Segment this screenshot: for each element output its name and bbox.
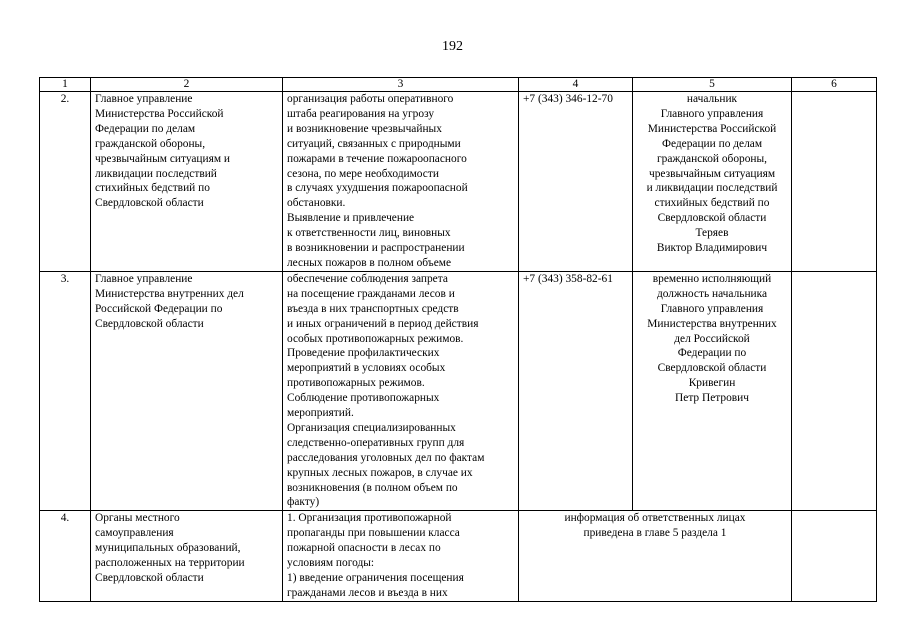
measures-line: пожарами в течение пожароопасного: [287, 152, 467, 165]
measures-line: пожарной опасности в лесах по: [287, 542, 441, 555]
organization-cell: [91, 92, 283, 272]
responsible-line: временно исполняющий: [652, 272, 772, 285]
responsible-line: Виктор Владимирович: [656, 242, 768, 255]
organization-line: самоуправления: [95, 527, 174, 540]
table-row: [40, 271, 877, 511]
organization-line: Органы местного: [95, 512, 180, 525]
row-number: 2.: [40, 92, 91, 272]
measures-line: обеспечение соблюдения запрета: [287, 272, 448, 285]
organization-line: муниципальных образований,: [95, 542, 241, 555]
organization-line: Свердловской области: [95, 572, 204, 584]
merged-info-cell: [519, 511, 792, 601]
measures-line: особых противопожарных режимов.: [287, 332, 464, 345]
note-cell: [792, 511, 877, 601]
responsible-line: и ликвидации последствий: [646, 182, 778, 195]
measures-line: лесных пожаров в полном объеме: [287, 256, 452, 269]
measures-line: в возникновении и распространении: [287, 242, 465, 255]
measures-line: и возникновение чрезвычайных: [287, 122, 442, 135]
measures-line: факту): [287, 496, 320, 509]
responsible-line: Свердловской области: [657, 362, 767, 375]
responsible-line: стихийных бедствий по: [654, 197, 770, 210]
organization-line: Свердловской области: [95, 317, 204, 330]
organization-cell: [91, 271, 283, 511]
measures-line: на посещение гражданами лесов и: [287, 287, 455, 300]
note-cell: [792, 271, 877, 511]
responsible-line: Свердловской области: [657, 212, 767, 225]
phone-cell: +7 (343) 346-12-70: [519, 92, 633, 272]
merged-info-line: информация об ответственных лицах: [564, 512, 746, 525]
row-number: 3.: [40, 271, 91, 511]
row-number: 4.: [40, 511, 91, 601]
responsible-line: Петр Петрович: [675, 392, 749, 405]
organization-line: Главное управление: [95, 272, 193, 285]
responsible-line: Главного управления: [660, 107, 764, 120]
table-row: [40, 511, 877, 601]
measures-line: крупных лесных пожаров, в случае их: [287, 466, 473, 479]
column-header-3: 3: [283, 78, 519, 92]
organization-line: Российской Федерации по: [95, 302, 223, 315]
measures-line: гражданами лесов и въезда в них: [287, 586, 448, 599]
measures-line: возникновения (в полном объем по: [287, 481, 458, 494]
responsibility-table: [39, 77, 877, 602]
responsible-line: Министерства внутренних: [647, 317, 777, 330]
measures-line: мероприятий в условиях особых: [287, 362, 446, 375]
organization-line: стихийных бедствий по: [95, 182, 210, 195]
measures-line: обстановки.: [287, 197, 346, 210]
column-header-4: 4: [519, 78, 633, 92]
page-number: 192: [442, 39, 463, 54]
column-header-5: 5: [633, 78, 792, 92]
column-header-1: 1: [40, 78, 91, 92]
responsible-line: чрезвычайным ситуациям: [648, 167, 776, 180]
organization-cell: [91, 511, 283, 601]
responsible-line: начальник: [686, 93, 738, 105]
responsible-line: Главного управления: [660, 302, 764, 315]
measures-line: следственно-оперативных групп для: [287, 436, 465, 449]
measures-line: ситуаций, связанных с природными: [287, 137, 461, 150]
table-header-row: [40, 78, 877, 92]
measures-cell: [283, 511, 519, 601]
note-cell: [792, 92, 877, 272]
organization-line: Свердловской области: [95, 197, 204, 210]
measures-line: въезда в них транспортных средств: [287, 302, 459, 315]
organization-line: ликвидации последствий: [95, 167, 217, 180]
measures-line: расследования уголовных дел по фактам: [287, 451, 485, 464]
responsible-line: Министерства Российской: [647, 122, 777, 135]
responsible-line: Федерации по делам: [661, 137, 763, 150]
measures-line: Организация специализированных: [287, 421, 456, 434]
organization-line: Министерства Российской: [95, 107, 224, 120]
organization-line: чрезвычайным ситуациям и: [95, 152, 230, 165]
responsible-cell: [633, 92, 792, 272]
measures-line: условиям погоды:: [287, 557, 375, 570]
measures-cell: [283, 271, 519, 511]
responsible-line: дел Российской: [674, 332, 750, 345]
table-row: [40, 92, 877, 272]
organization-line: Федерации по делам: [95, 122, 196, 135]
measures-line: штаба реагирования на угрозу: [287, 107, 435, 120]
measures-line: сезона, по мере необходимости: [287, 167, 439, 180]
responsible-line: Теряев: [695, 227, 729, 240]
measures-line: и иных ограничений в период действия: [287, 317, 479, 330]
responsible-line: гражданской обороны,: [656, 152, 768, 165]
measures-line: 1) введение ограничения посещения: [287, 572, 464, 584]
responsible-cell: [633, 271, 792, 511]
organization-line: гражданской обороны,: [95, 137, 206, 150]
merged-info-line: приведена в главе 5 раздела 1: [583, 527, 727, 540]
phone-cell: +7 (343) 358-82-61: [519, 271, 633, 511]
measures-line: мероприятий.: [287, 407, 354, 420]
column-header-2: 2: [91, 78, 283, 92]
measures-line: противопожарных режимов.: [287, 377, 425, 390]
measures-line: в случаях ухудшения пожароопасной: [287, 182, 468, 195]
responsible-line: Кривегин: [688, 377, 736, 390]
responsible-line: должность начальника: [656, 287, 768, 300]
measures-line: Проведение профилактических: [287, 347, 440, 360]
measures-line: Соблюдение противопожарных: [287, 392, 440, 405]
organization-line: Главное управление: [95, 93, 193, 105]
responsible-line: Федерации по: [677, 347, 747, 360]
measures-line: Выявление и привлечение: [287, 212, 415, 225]
measures-line: 1. Организация противопожарной: [287, 512, 452, 525]
measures-cell: [283, 92, 519, 272]
measures-line: пропаганды при повышении класса: [287, 527, 460, 540]
organization-line: расположенных на территории: [95, 557, 245, 570]
column-header-6: 6: [792, 78, 877, 92]
organization-line: Министерства внутренних дел: [95, 287, 244, 300]
measures-line: к ответственности лиц, виновных: [287, 227, 451, 240]
measures-line: организация работы оперативного: [287, 93, 454, 105]
